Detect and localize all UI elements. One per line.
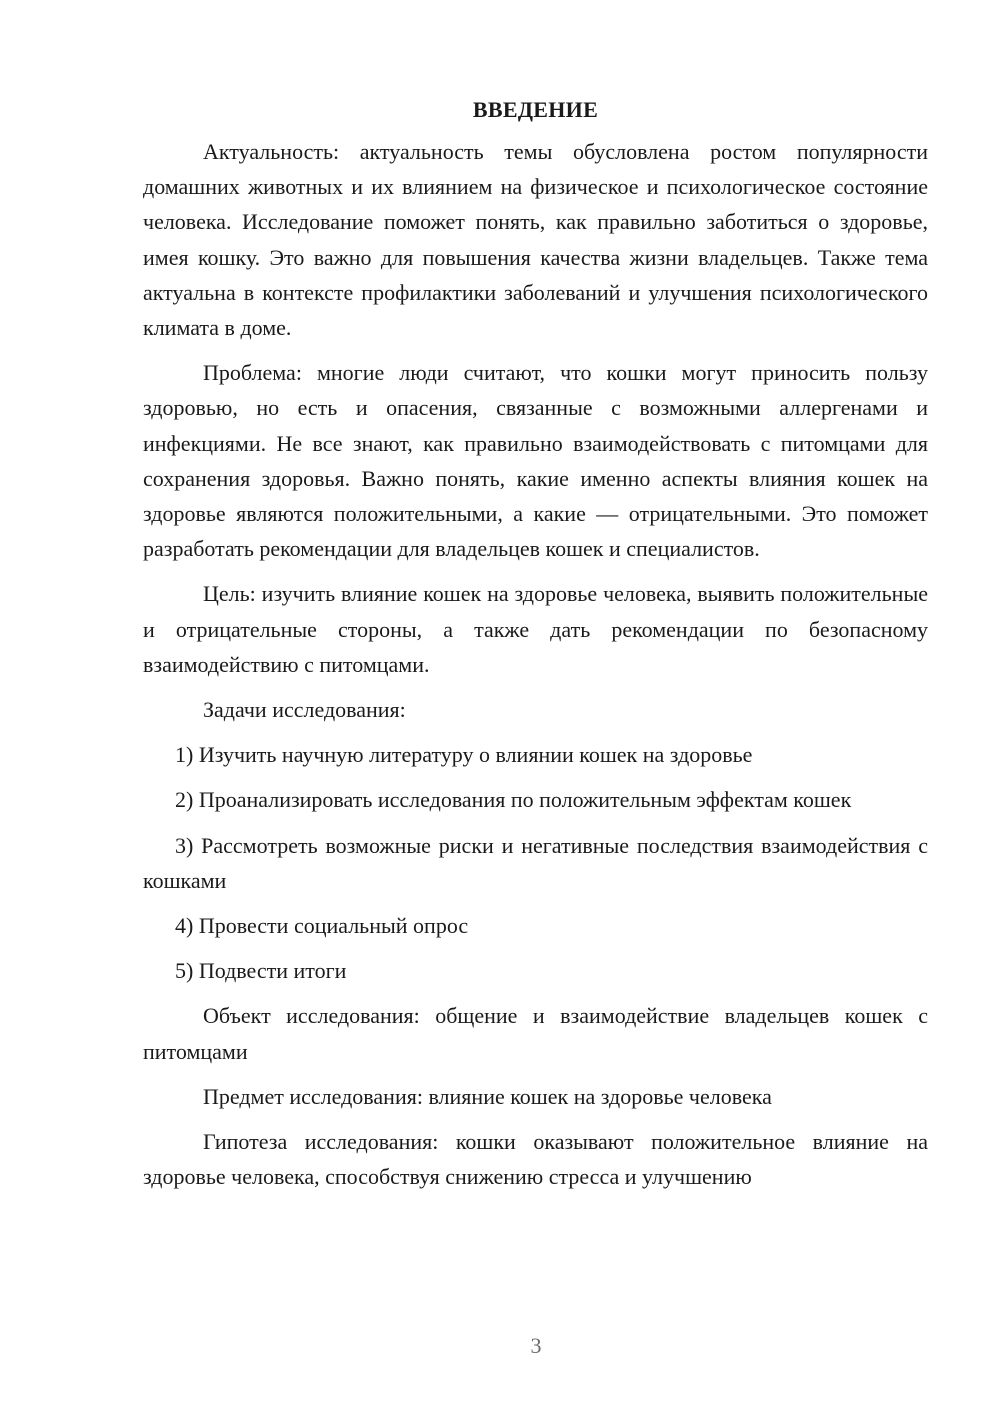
paragraph-hypothesis: Гипотеза исследования: кошки оказывают положительное влияние на здоровье человека, способствуя снижению стресса и улучшению	[143, 1129, 928, 1190]
tasks-heading: Задачи исследования:	[203, 697, 406, 723]
task-item-5: 5) Подвести итоги	[175, 958, 347, 984]
task-item-3: 3) Рассмотреть возможные риски и негативные последствия взаимодействия с кошками	[143, 832, 928, 893]
paragraph-problem: Проблема: многие люди считают, что кошки могут приносить пользу здоровью, но есть и опасения, связанные с возможными аллергенами и инфекциями. Не все знают, как правильно взаимодействовать с питомцами для сохранения здоровья. Важно понять, какие именно аспекты влияния кошек на здоровье являются положительными, а какие — отрицательными. Это поможет разработать рекомендации для владельцев кошек и специалистов.	[143, 360, 928, 562]
paragraph-relevance: Актуальность: актуальность темы обусловлена ростом популярности домашних животных и их влиянием на физическое и психологическое состояние человека. Исследование поможет понять, как правильно заботиться о здоровье, имея кошку. Это важно для повышения качества жизни владельцев. Также тема актуальна в контексте профилактики заболеваний и улучшения психологического климата в доме.	[143, 139, 928, 341]
task-item-1: 1) Изучить научную литературу о влиянии кошек на здоровье	[175, 742, 753, 768]
paragraph-subject: Предмет исследования: влияние кошек на здоровье человека	[203, 1083, 772, 1109]
task-item-4: 4) Провести социальный опрос	[175, 913, 469, 939]
page-number: 3	[530, 1333, 542, 1358]
paragraph-goal: Цель: изучить влияние кошек на здоровье человека, выявить положительные и отрицательные стороны, а также дать рекомендации по безопасному взаимодействию с питомцами.	[143, 581, 928, 677]
document-page	[143, 92, 928, 1204]
page-title: ВВЕДЕНИЕ	[472, 97, 599, 122]
task-item-2: 2) Проанализировать исследования по положительным эффектам кошек	[175, 787, 852, 813]
paragraph-object: Объект исследования: общение и взаимодействие владельцев кошек с питомцами	[143, 1003, 928, 1064]
